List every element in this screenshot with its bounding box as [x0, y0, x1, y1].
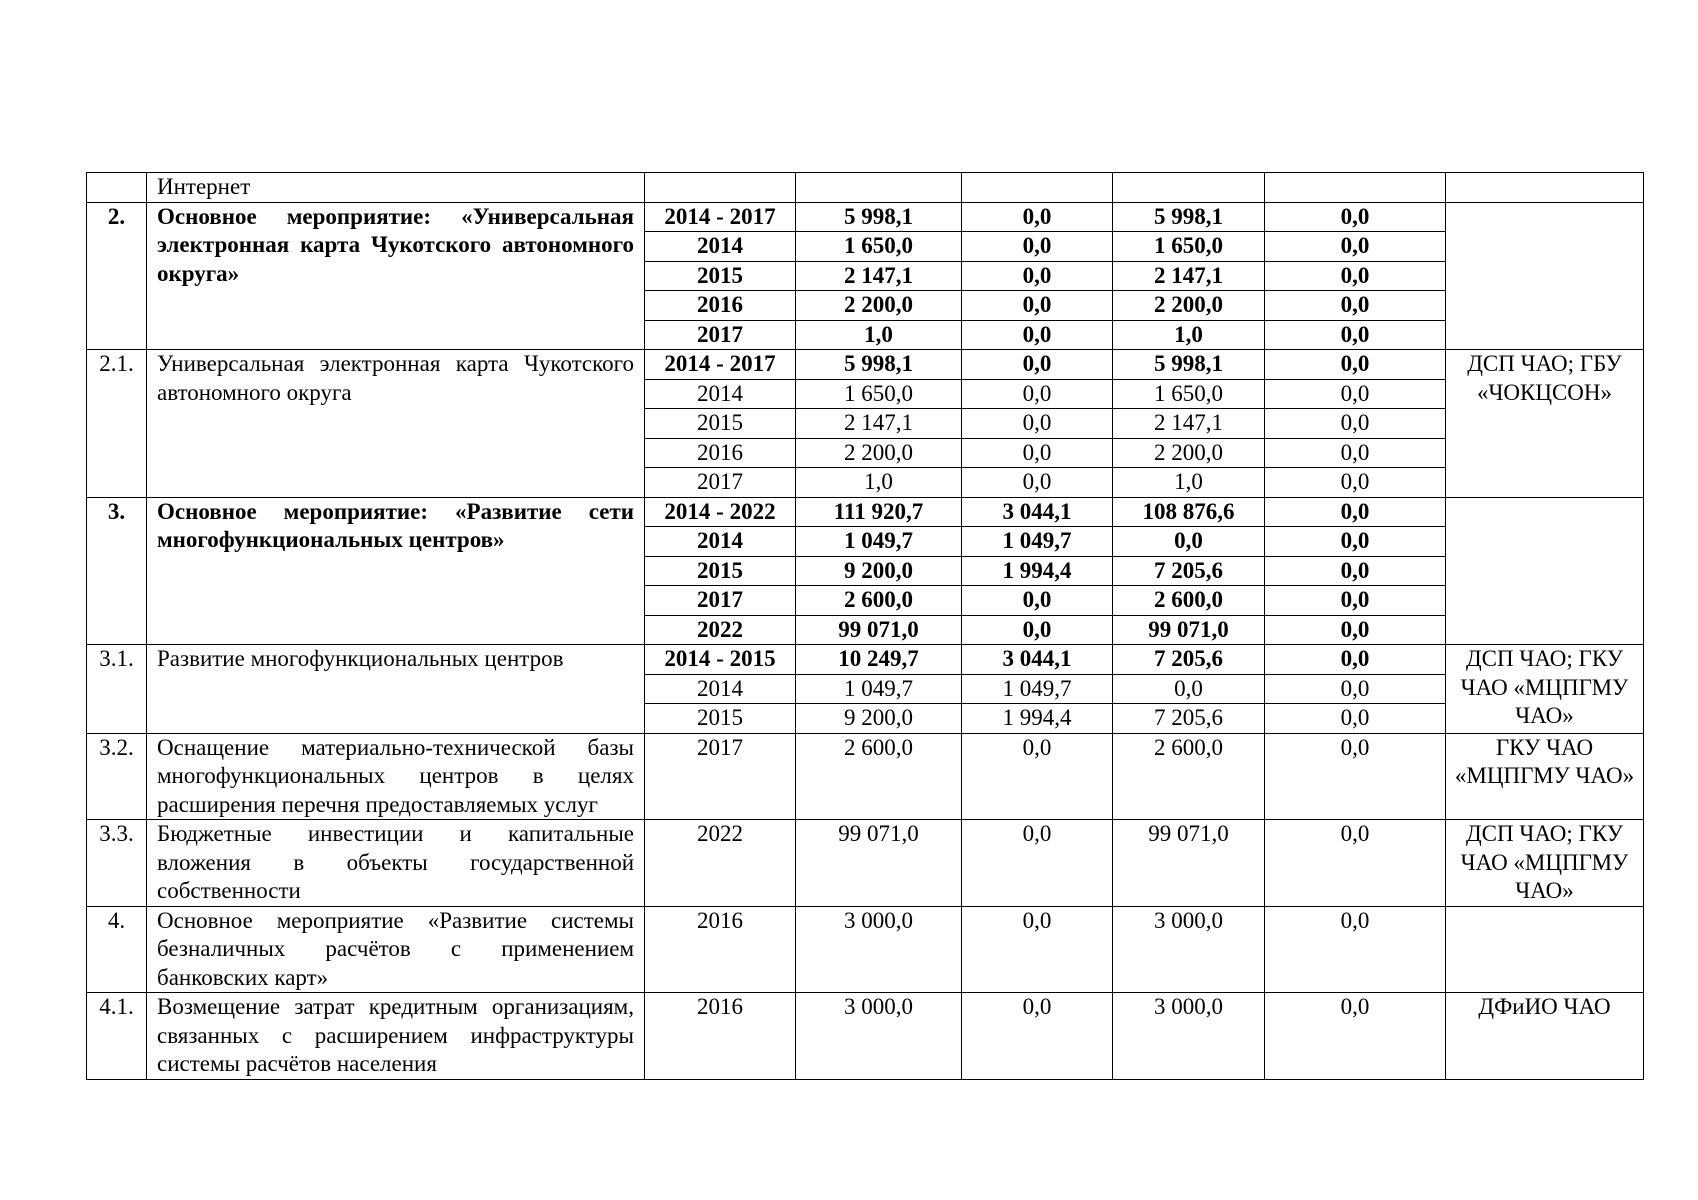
federal-cell: 0,0 — [962, 261, 1113, 291]
total-cell: 2 147,1 — [796, 409, 962, 439]
federal-cell: 0,0 — [962, 202, 1113, 232]
other-cell: 0,0 — [1265, 497, 1446, 527]
table-row — [87, 173, 1644, 203]
regional-cell: 2 200,0 — [1113, 438, 1265, 468]
total-cell: 3 000,0 — [796, 993, 962, 1080]
regional-cell: 2 147,1 — [1113, 409, 1265, 439]
total-cell: 2 600,0 — [796, 733, 962, 820]
federal-cell: 0,0 — [962, 993, 1113, 1080]
period-cell: 2014 - 2017 — [645, 350, 796, 380]
table-row — [87, 906, 1644, 993]
federal-cell: 0,0 — [962, 820, 1113, 907]
total-cell: 1 049,7 — [796, 674, 962, 704]
responsible-org — [1446, 497, 1644, 645]
period-cell: 2014 - 2017 — [645, 202, 796, 232]
responsible-org: ДСП ЧАО; ГБУ «ЧОКЦСОН» — [1446, 350, 1644, 498]
federal-cell: 0,0 — [962, 350, 1113, 380]
regional-cell: 0,0 — [1113, 527, 1265, 557]
federal-cell: 0,0 — [962, 379, 1113, 409]
period-cell: 2017 — [645, 586, 796, 616]
other-cell: 0,0 — [1265, 586, 1446, 616]
federal-cell: 1 049,7 — [962, 674, 1113, 704]
regional-cell: 2 600,0 — [1113, 586, 1265, 616]
federal-cell: 1 994,4 — [962, 704, 1113, 734]
period-cell: 2015 — [645, 261, 796, 291]
federal-cell: 0,0 — [962, 615, 1113, 645]
table-row — [87, 733, 1644, 820]
item-number: 4. — [87, 906, 147, 993]
other-cell: 0,0 — [1265, 261, 1446, 291]
period-cell: 2017 — [645, 468, 796, 498]
federal-cell: 0,0 — [962, 733, 1113, 820]
other-cell: 0,0 — [1265, 645, 1446, 675]
regional-cell: 1,0 — [1113, 468, 1265, 498]
other-cell: 0,0 — [1265, 291, 1446, 321]
total-cell: 1 650,0 — [796, 379, 962, 409]
item-name: Развитие многофункциональных центров — [147, 645, 645, 734]
responsible-org: ДСП ЧАО; ГКУ ЧАО «МЦПГМУ ЧАО» — [1446, 820, 1644, 907]
item-name: Интернет — [147, 173, 645, 203]
total-cell: 5 998,1 — [796, 202, 962, 232]
regional-cell: 2 200,0 — [1113, 291, 1265, 321]
federal-cell: 1 994,4 — [962, 556, 1113, 586]
federal-cell: 0,0 — [962, 438, 1113, 468]
other-cell: 0,0 — [1265, 468, 1446, 498]
regional-cell: 5 998,1 — [1113, 350, 1265, 380]
regional-cell: 2 600,0 — [1113, 733, 1265, 820]
regional-cell: 7 205,6 — [1113, 645, 1265, 675]
federal-cell: 0,0 — [962, 291, 1113, 321]
period-cell — [645, 173, 796, 203]
other-cell: 0,0 — [1265, 409, 1446, 439]
period-cell: 2017 — [645, 320, 796, 350]
period-cell: 2016 — [645, 438, 796, 468]
total-cell: 9 200,0 — [796, 704, 962, 734]
funding-table — [86, 172, 1644, 1080]
total-cell: 9 200,0 — [796, 556, 962, 586]
other-cell: 0,0 — [1265, 704, 1446, 734]
total-cell: 2 600,0 — [796, 586, 962, 616]
total-cell: 1 049,7 — [796, 527, 962, 557]
other-cell: 0,0 — [1265, 906, 1446, 993]
other-cell: 0,0 — [1265, 320, 1446, 350]
total-cell: 1 650,0 — [796, 232, 962, 262]
period-cell: 2015 — [645, 409, 796, 439]
item-number: 3. — [87, 497, 147, 645]
total-cell — [796, 173, 962, 203]
period-cell: 2014 — [645, 379, 796, 409]
regional-cell: 7 205,6 — [1113, 556, 1265, 586]
table-row — [87, 497, 1644, 527]
total-cell: 10 249,7 — [796, 645, 962, 675]
total-cell: 2 200,0 — [796, 291, 962, 321]
federal-cell: 0,0 — [962, 586, 1113, 616]
total-cell: 2 147,1 — [796, 261, 962, 291]
period-cell: 2014 — [645, 674, 796, 704]
period-cell: 2022 — [645, 820, 796, 907]
federal-cell: 3 044,1 — [962, 497, 1113, 527]
table-row — [87, 820, 1644, 907]
item-name: Бюджетные инвестиции и капитальные вложения в объекты государственной собственности — [147, 820, 645, 907]
table-row — [87, 645, 1644, 675]
item-name: Универсальная электронная карта Чукотского автономного округа — [147, 350, 645, 498]
other-cell — [1265, 173, 1446, 203]
federal-cell: 1 049,7 — [962, 527, 1113, 557]
other-cell: 0,0 — [1265, 820, 1446, 907]
total-cell: 1,0 — [796, 320, 962, 350]
period-cell: 2015 — [645, 556, 796, 586]
period-cell: 2014 — [645, 232, 796, 262]
table-row — [87, 202, 1644, 232]
total-cell: 1,0 — [796, 468, 962, 498]
table-row — [87, 350, 1644, 380]
regional-cell: 0,0 — [1113, 674, 1265, 704]
item-number: 2.1. — [87, 350, 147, 498]
other-cell: 0,0 — [1265, 733, 1446, 820]
period-cell: 2022 — [645, 615, 796, 645]
federal-cell: 0,0 — [962, 320, 1113, 350]
federal-cell — [962, 173, 1113, 203]
regional-cell: 7 205,6 — [1113, 704, 1265, 734]
other-cell: 0,0 — [1265, 379, 1446, 409]
total-cell: 99 071,0 — [796, 615, 962, 645]
regional-cell: 1 650,0 — [1113, 379, 1265, 409]
period-cell: 2016 — [645, 291, 796, 321]
regional-cell: 3 000,0 — [1113, 993, 1265, 1080]
responsible-org: ГКУ ЧАО «МЦПГМУ ЧАО» — [1446, 733, 1644, 820]
period-cell: 2016 — [645, 993, 796, 1080]
total-cell: 99 071,0 — [796, 820, 962, 907]
item-number: 3.1. — [87, 645, 147, 734]
federal-cell: 0,0 — [962, 468, 1113, 498]
item-number: 3.2. — [87, 733, 147, 820]
other-cell: 0,0 — [1265, 615, 1446, 645]
responsible-org — [1446, 906, 1644, 993]
item-number: 3.3. — [87, 820, 147, 907]
period-cell: 2014 - 2022 — [645, 497, 796, 527]
federal-cell: 3 044,1 — [962, 645, 1113, 675]
regional-cell: 99 071,0 — [1113, 615, 1265, 645]
period-cell: 2014 — [645, 527, 796, 557]
other-cell: 0,0 — [1265, 232, 1446, 262]
period-cell: 2017 — [645, 733, 796, 820]
item-name: Основное мероприятие «Развитие системы безналичных расчётов с применением банковских карт» — [147, 906, 645, 993]
item-name: Оснащение материально-технической базы многофункциональных центров в целях расширения перечня предоставляемых услуг — [147, 733, 645, 820]
responsible-org — [1446, 202, 1644, 350]
total-cell: 2 200,0 — [796, 438, 962, 468]
item-number: 4.1. — [87, 993, 147, 1080]
item-name: Основное мероприятие: «Универсальная электронная карта Чукотского автономного округа» — [147, 202, 645, 350]
other-cell: 0,0 — [1265, 674, 1446, 704]
regional-cell: 108 876,6 — [1113, 497, 1265, 527]
other-cell: 0,0 — [1265, 556, 1446, 586]
other-cell: 0,0 — [1265, 350, 1446, 380]
federal-cell: 0,0 — [962, 906, 1113, 993]
responsible-org — [1446, 173, 1644, 203]
other-cell: 0,0 — [1265, 202, 1446, 232]
other-cell: 0,0 — [1265, 438, 1446, 468]
period-cell: 2016 — [645, 906, 796, 993]
federal-cell: 0,0 — [962, 409, 1113, 439]
total-cell: 5 998,1 — [796, 350, 962, 380]
responsible-org: ДФиИО ЧАО — [1446, 993, 1644, 1080]
regional-cell: 99 071,0 — [1113, 820, 1265, 907]
regional-cell: 2 147,1 — [1113, 261, 1265, 291]
other-cell: 0,0 — [1265, 993, 1446, 1080]
federal-cell: 0,0 — [962, 232, 1113, 262]
responsible-org: ДСП ЧАО; ГКУ ЧАО «МЦПГМУ ЧАО» — [1446, 645, 1644, 734]
period-cell: 2014 - 2015 — [645, 645, 796, 675]
item-name: Основное мероприятие: «Развитие сети многофункциональных центров» — [147, 497, 645, 645]
total-cell: 3 000,0 — [796, 906, 962, 993]
item-number — [87, 173, 147, 203]
regional-cell — [1113, 173, 1265, 203]
table-row — [87, 993, 1644, 1080]
item-name: Возмещение затрат кредитным организациям, связанных с расширением инфраструктуры системы расчётов населения — [147, 993, 645, 1080]
regional-cell: 5 998,1 — [1113, 202, 1265, 232]
regional-cell: 1,0 — [1113, 320, 1265, 350]
regional-cell: 3 000,0 — [1113, 906, 1265, 993]
item-number: 2. — [87, 202, 147, 350]
other-cell: 0,0 — [1265, 527, 1446, 557]
total-cell: 111 920,7 — [796, 497, 962, 527]
period-cell: 2015 — [645, 704, 796, 734]
regional-cell: 1 650,0 — [1113, 232, 1265, 262]
